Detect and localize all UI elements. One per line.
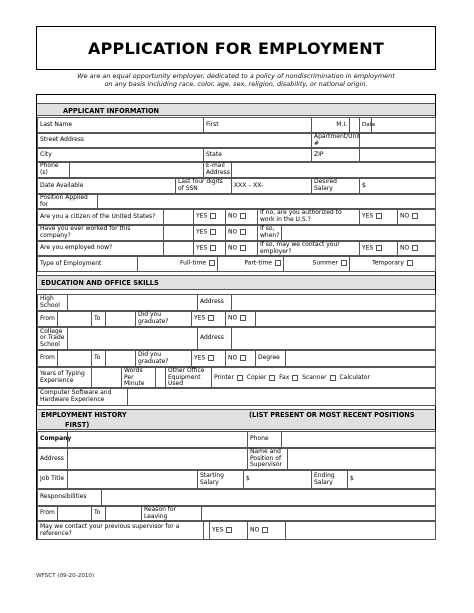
- degree-field[interactable]: [286, 351, 436, 367]
- checkbox[interactable]: [412, 245, 418, 251]
- citizen-yes-option[interactable]: YES: [194, 210, 226, 225]
- checkbox[interactable]: [262, 527, 268, 533]
- checkbox[interactable]: [210, 229, 216, 235]
- checkbox[interactable]: [376, 245, 382, 251]
- worked-no-option[interactable]: NO: [226, 226, 258, 241]
- checkbox[interactable]: [240, 315, 246, 321]
- first-name-field[interactable]: First: [204, 118, 312, 133]
- checkbox[interactable]: [330, 375, 336, 381]
- zip-label: ZIP: [312, 149, 360, 162]
- checkbox[interactable]: [412, 213, 418, 219]
- reason-leaving-field[interactable]: [202, 507, 436, 521]
- employment-section-header: EMPLOYMENT HISTORY (LIST PRESENT OR MOST RECENT POSITIONS FIRST): [37, 409, 435, 430]
- college-to-field[interactable]: [106, 351, 136, 367]
- college-graduate-yes-option[interactable]: YES: [192, 351, 226, 367]
- computer-software-label: Computer Software and Hardware Experience: [38, 388, 128, 406]
- supervisor-label: Name and Position of Supervisor: [248, 449, 288, 470]
- responsibilities-field[interactable]: [102, 490, 436, 506]
- employed-row: [37, 241, 436, 256]
- last-name-field[interactable]: Last Name: [38, 118, 204, 133]
- hs-from-field[interactable]: [58, 312, 92, 327]
- college-from-field[interactable]: [58, 351, 92, 367]
- position-label: Position Applied for: [38, 195, 98, 209]
- employer-phone-label: Phone: [248, 432, 282, 448]
- college-row: [37, 327, 436, 350]
- company-field[interactable]: [68, 432, 248, 448]
- availability-row: [37, 178, 436, 194]
- checkbox[interactable]: [208, 355, 214, 361]
- typing-experience-label: Years of Typing Experience: [38, 368, 92, 389]
- full-time-option[interactable]: Full-time: [138, 257, 218, 272]
- fax-option[interactable]: Fax: [279, 375, 298, 382]
- high-school-row: [37, 294, 436, 311]
- checkbox[interactable]: [240, 229, 246, 235]
- employment-from-label: From: [38, 507, 58, 521]
- checkbox[interactable]: [240, 355, 246, 361]
- if-so-when-field[interactable]: [282, 226, 436, 241]
- education-section-header: EDUCATION AND OFFICE SKILLS: [37, 275, 435, 290]
- form-code-footer: WFSCT (09-20-2010): [36, 573, 95, 579]
- printer-option[interactable]: Printer: [214, 375, 243, 382]
- street-address-field[interactable]: Street Address: [38, 134, 312, 148]
- phone-field[interactable]: [70, 163, 204, 178]
- hs-to-label: To: [92, 312, 106, 327]
- contact-employer-yes-option[interactable]: YES: [360, 242, 398, 256]
- state-field[interactable]: State: [204, 149, 312, 162]
- checkbox[interactable]: [240, 245, 246, 251]
- middle-initial-field[interactable]: M.I.: [312, 118, 350, 133]
- starting-salary-label: Starting Salary: [198, 471, 244, 489]
- worked-yes-option[interactable]: YES: [194, 226, 226, 241]
- application-form: [36, 94, 436, 540]
- phone-label: Phone (s): [38, 163, 70, 178]
- zip-field[interactable]: [360, 149, 436, 162]
- checkbox[interactable]: [226, 527, 232, 533]
- reason-leaving-label: Reason for Leaving: [142, 507, 202, 521]
- hs-from-label: From: [38, 312, 58, 327]
- contact-supervisor-no-option[interactable]: NO: [248, 522, 286, 540]
- authorized-yes-option[interactable]: YES: [360, 210, 398, 225]
- employment-to-label: To: [92, 507, 106, 521]
- typing-experience-field[interactable]: [92, 368, 122, 389]
- address-row: [37, 133, 436, 148]
- applicant-section-header: APPLICANT INFORMATION: [37, 103, 435, 116]
- other-equipment-label: Other Office Equipment Used: [166, 368, 212, 389]
- citizen-question: Are you a citizen of the United States?: [38, 210, 164, 225]
- contact-supervisor-row: [37, 521, 436, 540]
- city-row: [37, 148, 436, 162]
- employment-dates-row: [37, 506, 436, 521]
- hs-to-field[interactable]: [106, 312, 136, 327]
- checkbox[interactable]: [240, 213, 246, 219]
- desired-salary-label: Desired Salary: [312, 179, 360, 194]
- college-address-field[interactable]: [232, 328, 436, 350]
- wpm-label: Words Per Minute: [122, 368, 156, 389]
- employed-no-option[interactable]: NO: [226, 242, 258, 256]
- ending-salary-label: Ending Salary: [312, 471, 348, 489]
- wpm-field[interactable]: [156, 368, 166, 389]
- high-school-field[interactable]: [68, 295, 198, 311]
- college-address-label: Address: [198, 328, 232, 350]
- contact-row: [37, 162, 436, 178]
- checkbox[interactable]: [407, 260, 413, 266]
- computer-software-row: [37, 387, 436, 406]
- college-to-label: To: [92, 351, 106, 367]
- temporary-option[interactable]: Temporary: [350, 257, 436, 272]
- checkbox[interactable]: [210, 245, 216, 251]
- date-label: Date: [360, 118, 372, 133]
- checkbox[interactable]: [237, 375, 243, 381]
- copier-option[interactable]: Copier: [247, 375, 276, 382]
- worked-question: Have you ever worked for this company?: [38, 226, 164, 241]
- checkbox[interactable]: [341, 260, 347, 266]
- hs-graduate-yes-option[interactable]: YES: [192, 312, 226, 327]
- college-graduate-no-option[interactable]: NO: [226, 351, 256, 367]
- contact-employer-question: If so, may we contact your employer?: [258, 242, 360, 256]
- summer-option[interactable]: Summer: [284, 257, 350, 272]
- responsibilities-label: Responsibilities: [38, 490, 102, 506]
- checkbox[interactable]: [292, 375, 298, 381]
- contact-employer-no-option[interactable]: NO: [398, 242, 436, 256]
- job-title-field[interactable]: [68, 471, 198, 489]
- apartment-field[interactable]: [360, 134, 436, 148]
- checkbox[interactable]: [269, 375, 275, 381]
- high-school-address-label: Address: [198, 295, 232, 311]
- employer-phone-field[interactable]: [282, 432, 436, 448]
- email-label: E-mail Address: [204, 163, 232, 178]
- checkbox[interactable]: [209, 260, 215, 266]
- employer-address-row: [37, 448, 436, 470]
- if-so-when-label: If so, when?: [258, 226, 282, 241]
- calculator-option[interactable]: Calculator: [339, 373, 370, 381]
- middle-initial-input[interactable]: [350, 118, 360, 133]
- employment-from-field[interactable]: [58, 507, 92, 521]
- high-school-dates-row: [37, 311, 436, 327]
- starting-salary-field[interactable]: $: [244, 471, 312, 489]
- position-row: [37, 194, 436, 209]
- authorized-question: If no, are you authorized to work in the U.S.?: [258, 210, 360, 225]
- high-school-address-field[interactable]: [232, 295, 436, 311]
- employer-address-label: Address: [38, 449, 68, 470]
- contact-supervisor-question: May we contact your previous supervisor for a reference?: [38, 522, 204, 540]
- contact-supervisor-yes-option[interactable]: YES: [210, 522, 248, 540]
- college-graduate-question: Did you graduate?: [136, 351, 192, 367]
- office-skills-row: [37, 367, 436, 389]
- part-time-option[interactable]: Part-time: [218, 257, 284, 272]
- scanner-option[interactable]: Scanner: [302, 375, 336, 382]
- citizen-row: [37, 209, 436, 225]
- job-title-label: Job Title: [38, 471, 68, 489]
- job-title-row: [37, 470, 436, 489]
- employer-address-field[interactable]: [68, 449, 248, 470]
- ssn-label: Last four digits of SSN: [176, 179, 232, 194]
- date-available-field[interactable]: Date Available: [38, 179, 176, 194]
- responsibilities-row: [37, 489, 436, 506]
- high-school-label: High School: [38, 295, 68, 311]
- employment-type-row: [37, 256, 436, 272]
- position-field[interactable]: [98, 195, 436, 209]
- checkbox[interactable]: [210, 213, 216, 219]
- checkbox[interactable]: [208, 315, 214, 321]
- checkbox[interactable]: [376, 213, 382, 219]
- name-row: [37, 117, 436, 133]
- checkbox[interactable]: [275, 260, 281, 266]
- citizen-no-option[interactable]: NO: [226, 210, 258, 225]
- equal-opportunity-statement: We are an equal opportunity employer, dedicated to a policy of nondiscrimination in employment on any basis including race, color, age, sex, religion, disability, or national origin.: [77, 72, 395, 88]
- computer-software-field[interactable]: [128, 388, 436, 406]
- college-field[interactable]: [68, 328, 198, 350]
- ending-salary-field[interactable]: $: [348, 471, 436, 489]
- equipment-options: [212, 368, 436, 389]
- hs-graduate-question: Did you graduate?: [136, 312, 192, 327]
- supervisor-field[interactable]: [288, 449, 436, 470]
- employed-question: Are you employed now?: [38, 242, 164, 256]
- page-title: APPLICATION FOR EMPLOYMENT: [36, 26, 436, 70]
- desired-salary-field[interactable]: $: [360, 179, 436, 194]
- worked-row: [37, 225, 436, 241]
- apartment-label: Apartment/Unit #: [312, 134, 360, 148]
- date-field[interactable]: [372, 118, 436, 133]
- college-from-label: From: [38, 351, 58, 367]
- company-label: Company: [38, 432, 68, 448]
- authorized-no-option[interactable]: NO: [398, 210, 436, 225]
- email-field[interactable]: [232, 163, 436, 178]
- college-label: College or Trade School: [38, 328, 68, 350]
- employed-yes-option[interactable]: YES: [194, 242, 226, 256]
- employment-to-field[interactable]: [106, 507, 142, 521]
- city-field[interactable]: City: [38, 149, 204, 162]
- college-dates-row: [37, 350, 436, 367]
- employment-type-label: Type of Employment: [38, 257, 138, 272]
- hs-graduate-no-option[interactable]: NO: [226, 312, 256, 327]
- company-row: [37, 431, 436, 448]
- ssn-field[interactable]: XXX – XX-: [232, 179, 312, 194]
- degree-label: Degree: [256, 351, 286, 367]
